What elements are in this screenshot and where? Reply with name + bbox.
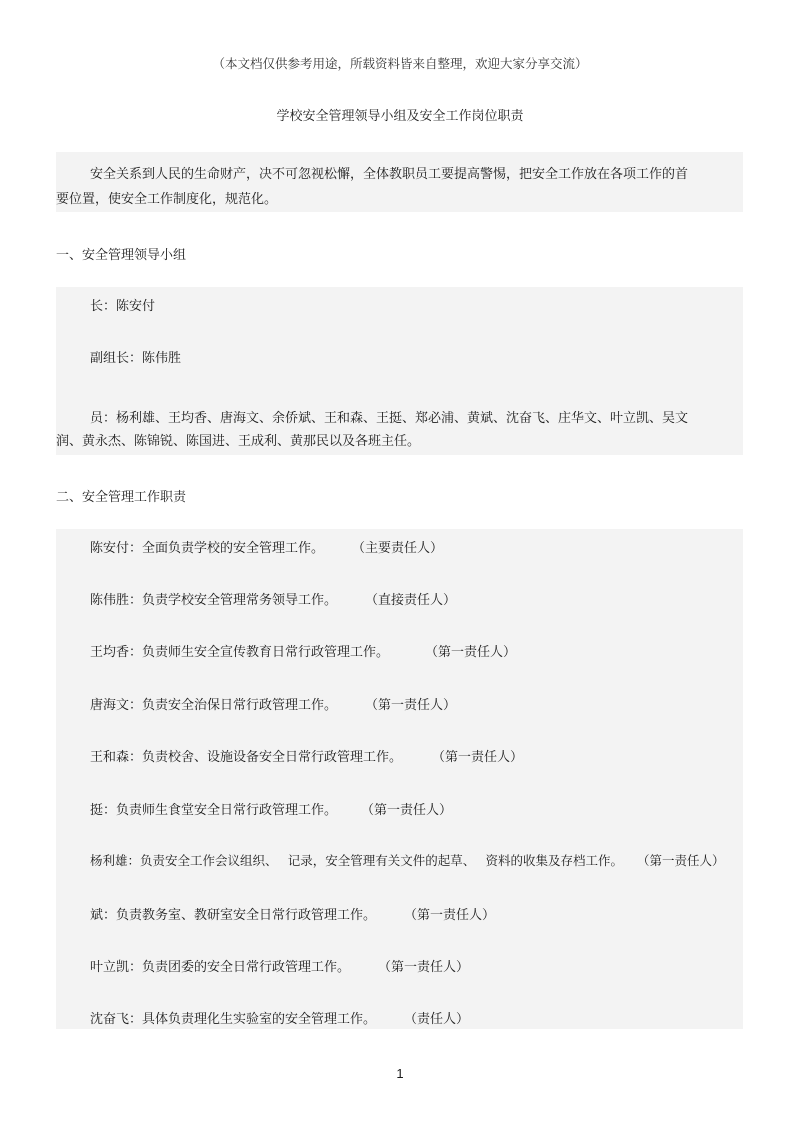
duty-role: （第一责任人） xyxy=(378,960,470,975)
duty-role: （第一责任人） xyxy=(425,645,517,660)
duty-role: （第一责任人） xyxy=(365,698,457,713)
duty-role: （责任人） xyxy=(404,1012,470,1027)
duty-text: 王和森：负责校舍、设施设备安全日常行政管理工作。 xyxy=(90,750,403,765)
duty-role: （第一责任人） xyxy=(432,750,524,765)
duty-text: 陈伟胜：负责学校安全管理常务领导工作。 xyxy=(90,593,338,608)
members-line-1: 员：杨利雄、王均香、唐海文、余侨斌、王和森、王挺、郑必浦、黄斌、沈奋飞、庄华文、叶立凯、吴文 xyxy=(90,411,689,426)
duty-text: 王均香：负责师生安全宣传教育日常行政管理工作。 xyxy=(90,645,390,660)
duty-item xyxy=(90,537,443,556)
duty-text: 沈奋飞：具体负责理化生实验室的安全管理工作。 xyxy=(90,1012,377,1027)
duty-item xyxy=(90,956,469,975)
duty-item xyxy=(90,641,516,660)
duty-text: 唐海文：负责安全治保日常行政管理工作。 xyxy=(90,698,338,713)
members-line-2: 润、黄永杰、陈锦锐、陈国进、王成利、黄那民以及各班主任。 xyxy=(56,434,421,449)
duty-text: 斌：负责教务室、教研室安全日常行政管理工作。 xyxy=(90,908,377,923)
deputy-leader: 副组长：陈伟胜 xyxy=(90,351,182,366)
group-leader: 长：陈安付 xyxy=(90,299,156,314)
duties-block xyxy=(56,529,743,1029)
duty-item xyxy=(90,589,456,608)
intro-paragraph xyxy=(56,152,743,212)
intro-line-1: 安全关系到人民的生命财产，决不可忽视松懈，全体教职员工要提高警惕，把安全工作放在各项工作的首 xyxy=(90,167,689,182)
document-title: 学校安全管理领导小组及安全工作岗位职责 xyxy=(276,109,524,124)
page-number: 1 xyxy=(396,1066,404,1081)
duty-text: 挺：负责师生食堂安全日常行政管理工作。 xyxy=(90,803,338,818)
duty-role: （第一责任人） xyxy=(636,853,725,868)
duty-item xyxy=(90,799,452,818)
duty-role: （主要责任人） xyxy=(352,541,444,556)
leadership-members-block xyxy=(56,287,743,455)
duty-item xyxy=(90,851,724,869)
duty-role: （第一责任人） xyxy=(361,803,453,818)
duty-item xyxy=(90,904,495,923)
duty-text: 杨利雄：负责安全工作会议组织、 记录，安全管理有关文件的起草、 资料的收集及存档工作。 xyxy=(90,853,623,868)
intro-line-2: 要位置，使安全工作制度化，规范化。 xyxy=(56,192,278,207)
section-heading-leadership: 一、安全管理领导小组 xyxy=(56,248,187,263)
duty-item xyxy=(90,746,523,765)
duty-role: （第一责任人） xyxy=(404,908,496,923)
duty-item xyxy=(90,1008,469,1027)
section-heading-duties: 二、安全管理工作职责 xyxy=(56,490,187,505)
duty-text: 陈安付：全面负责学校的安全管理工作。 xyxy=(90,541,325,556)
disclaimer-note: （本文档仅供参考用途，所载资料皆来自整理，欢迎大家分享交流） xyxy=(212,56,588,71)
duty-text: 叶立凯：负责团委的安全日常行政管理工作。 xyxy=(90,960,351,975)
duty-item xyxy=(90,694,456,713)
duty-role: （直接责任人） xyxy=(365,593,457,608)
